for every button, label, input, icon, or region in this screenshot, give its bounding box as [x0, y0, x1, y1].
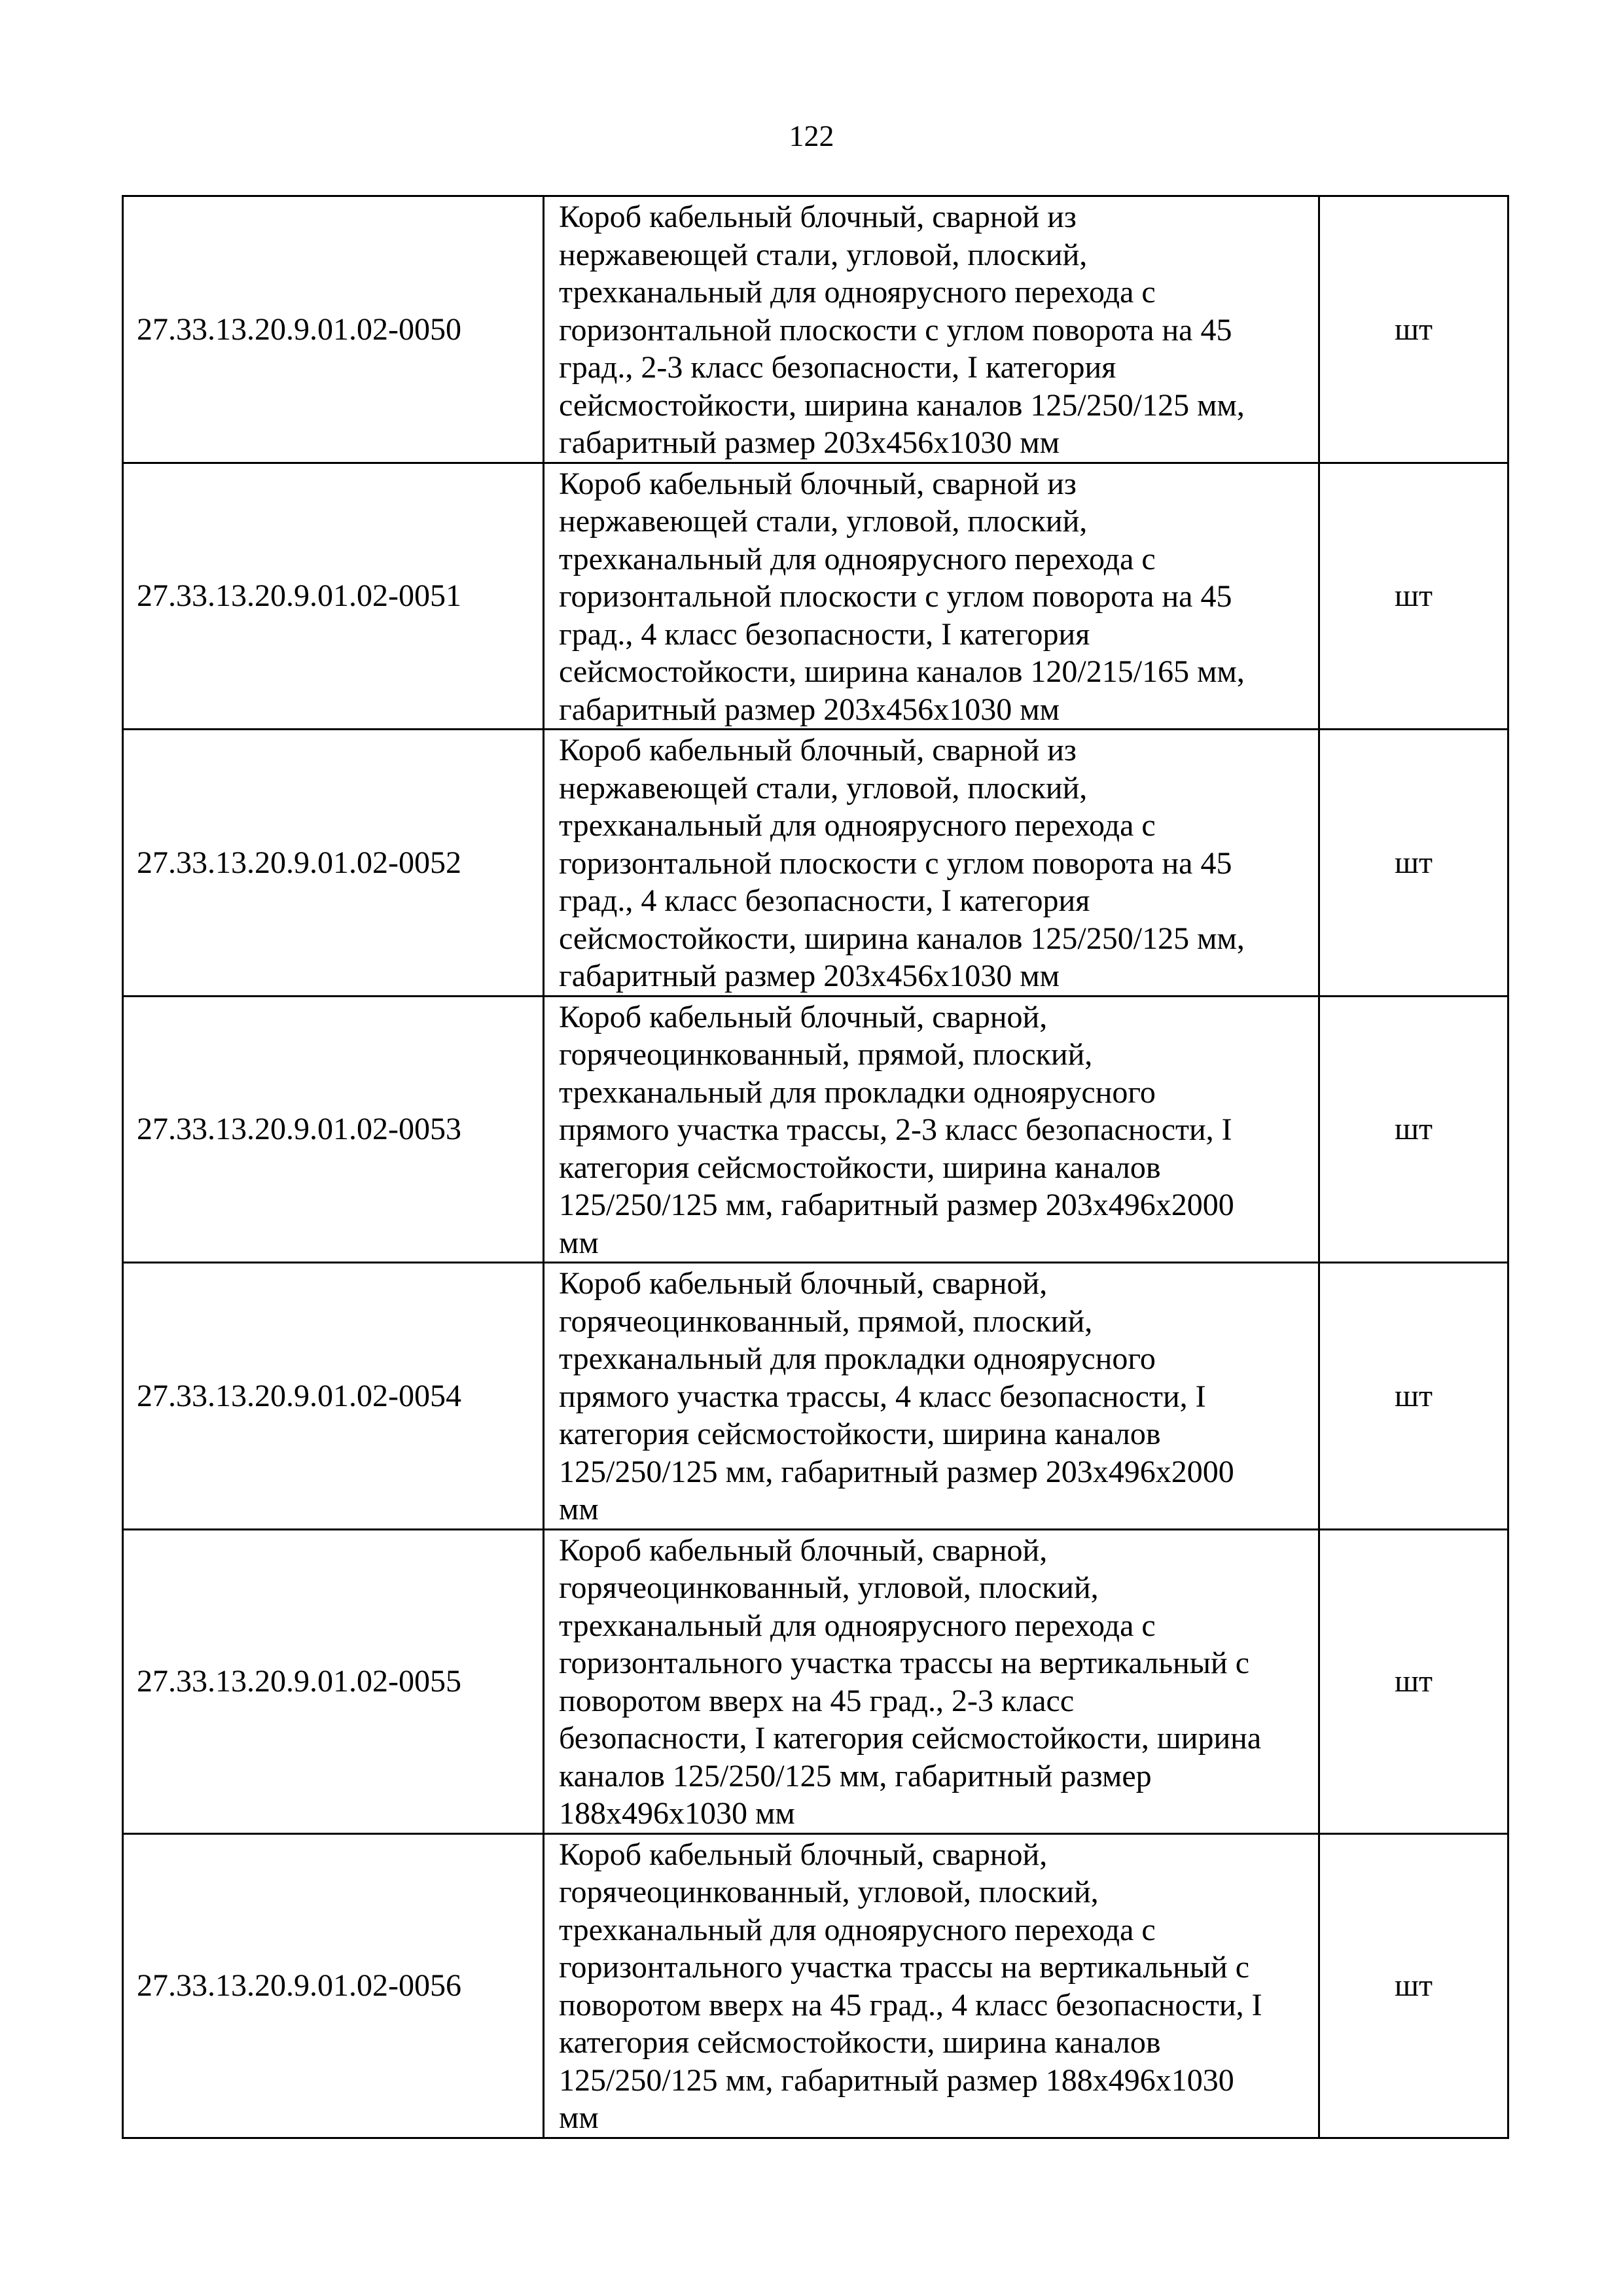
- resource-description: [544, 996, 1319, 1263]
- description-line: трехканальный для одноярусного перехода с: [559, 808, 1156, 843]
- description-line: поворотом вверх на 45 град., 4 класс безопасности, I: [559, 1987, 1262, 2022]
- resource-code: 27.33.13.20.9.01.02-0052: [123, 730, 544, 997]
- description-line: габаритный размер 203x456x1030 мм: [559, 692, 1060, 727]
- table-row: [123, 996, 1508, 1263]
- page-number: 122: [789, 119, 834, 152]
- description-line: прямого участка трассы, 2-3 класс безопасности, I: [559, 1112, 1232, 1147]
- description-line: габаритный размер 203x456x1030 мм: [559, 425, 1060, 460]
- description-line: прямого участка трассы, 4 класс безопасности, I: [559, 1379, 1206, 1414]
- description-line: горизонтальной плоскости с углом поворота на 45: [559, 579, 1232, 614]
- description-line: категория сейсмостойкости, ширина каналов: [559, 2025, 1161, 2060]
- description-line: 125/250/125 мм, габаритный размер 203x496x2000: [559, 1188, 1234, 1222]
- resource-description: [544, 196, 1319, 463]
- description-line: горизонтального участка трассы на вертикальный с: [559, 1646, 1250, 1680]
- resource-description: [544, 730, 1319, 997]
- description-line: безопасности, I категория сейсмостойкости, ширина: [559, 1721, 1262, 1756]
- unit-of-measure: шт: [1319, 730, 1508, 997]
- description-line: категория сейсмостойкости, ширина каналов: [559, 1150, 1161, 1185]
- description-line: горячеоцинкованный, прямой, плоский,: [559, 1303, 1093, 1339]
- description-line: мм: [559, 2100, 599, 2135]
- resource-description: [544, 1529, 1319, 1833]
- description-line: трехканальный для одноярусного перехода с: [559, 1912, 1156, 1947]
- description-line: 125/250/125 мм, габаритный размер 203x496x2000: [559, 1454, 1234, 1489]
- unit-of-measure: шт: [1319, 463, 1508, 730]
- description-line: Короб кабельный блочный, сварной,: [559, 1266, 1048, 1301]
- description-line: трехканальный для прокладки одноярусного: [559, 1341, 1156, 1376]
- description-line: каналов 125/250/125 мм, габаритный размер: [559, 1758, 1152, 1793]
- description-line: Короб кабельный блочный, сварной,: [559, 1837, 1048, 1872]
- resource-code: 27.33.13.20.9.01.02-0055: [123, 1529, 544, 1833]
- description-line: горизонтального участка трассы на вертикальный с: [559, 1950, 1250, 1985]
- description-line: нержавеющей стали, угловой, плоский,: [559, 504, 1088, 539]
- description-line: мм: [559, 1492, 599, 1527]
- unit-of-measure: шт: [1319, 1833, 1508, 2138]
- description-line: Короб кабельный блочный, сварной,: [559, 999, 1048, 1034]
- unit-of-measure: шт: [1319, 196, 1508, 463]
- description-line: сейсмостойкости, ширина каналов 125/250/125 мм,: [559, 921, 1245, 956]
- description-line: трехканальный для одноярусного перехода с: [559, 541, 1156, 576]
- table-row: [123, 196, 1508, 463]
- unit-of-measure: шт: [1319, 1529, 1508, 1833]
- table-row: [123, 1833, 1508, 2138]
- resource-description: [544, 1833, 1319, 2138]
- description-line: горячеоцинкованный, прямой, плоский,: [559, 1037, 1093, 1072]
- description-line: нержавеющей стали, угловой, плоский,: [559, 237, 1088, 272]
- description-line: габаритный размер 203x456x1030 мм: [559, 959, 1060, 993]
- description-line: горячеоцинкованный, угловой, плоский,: [559, 1570, 1099, 1605]
- table-row: [123, 1529, 1508, 1833]
- description-line: горизонтальной плоскости с углом поворота на 45: [559, 845, 1232, 881]
- specification-table-body: [123, 196, 1508, 2138]
- description-line: категория сейсмостойкости, ширина каналов: [559, 1417, 1161, 1451]
- description-line: мм: [559, 1225, 599, 1260]
- description-line: трехканальный для прокладки одноярусного: [559, 1074, 1156, 1110]
- resource-code: 27.33.13.20.9.01.02-0054: [123, 1263, 544, 1530]
- description-line: Короб кабельный блочный, сварной из: [559, 733, 1077, 768]
- resource-code: 27.33.13.20.9.01.02-0051: [123, 463, 544, 730]
- resource-description: [544, 463, 1319, 730]
- resource-description: [544, 1263, 1319, 1530]
- description-line: горизонтальной плоскости с углом поворота на 45: [559, 312, 1232, 347]
- resource-code: 27.33.13.20.9.01.02-0053: [123, 996, 544, 1263]
- description-line: 125/250/125 мм, габаритный размер 188x496x1030: [559, 2062, 1234, 2098]
- table-row: [123, 463, 1508, 730]
- description-line: Короб кабельный блочный, сварной из: [559, 466, 1077, 501]
- description-line: сейсмостойкости, ширина каналов 125/250/125 мм,: [559, 387, 1245, 423]
- description-line: трехканальный для одноярусного перехода с: [559, 1608, 1156, 1643]
- description-line: град., 4 класс безопасности, I категория: [559, 616, 1090, 652]
- unit-of-measure: шт: [1319, 996, 1508, 1263]
- resource-code: 27.33.13.20.9.01.02-0050: [123, 196, 544, 463]
- table-row: [123, 1263, 1508, 1530]
- unit-of-measure: шт: [1319, 1263, 1508, 1530]
- description-line: град., 2-3 класс безопасности, I категория: [559, 350, 1116, 385]
- resource-code: 27.33.13.20.9.01.02-0056: [123, 1833, 544, 2138]
- description-line: нержавеющей стали, угловой, плоский,: [559, 770, 1088, 805]
- description-line: Короб кабельный блочный, сварной,: [559, 1532, 1048, 1568]
- description-line: 188x496x1030 мм: [559, 1796, 795, 1831]
- specification-table: [122, 195, 1509, 2139]
- description-line: Короб кабельный блочный, сварной из: [559, 200, 1077, 234]
- description-line: град., 4 класс безопасности, I категория: [559, 883, 1090, 918]
- description-line: поворотом вверх на 45 град., 2-3 класс: [559, 1683, 1075, 1718]
- table-row: [123, 730, 1508, 997]
- description-line: трехканальный для одноярусного перехода с: [559, 275, 1156, 309]
- description-line: горячеоцинкованный, угловой, плоский,: [559, 1875, 1099, 1909]
- description-line: сейсмостойкости, ширина каналов 120/215/165 мм,: [559, 654, 1245, 689]
